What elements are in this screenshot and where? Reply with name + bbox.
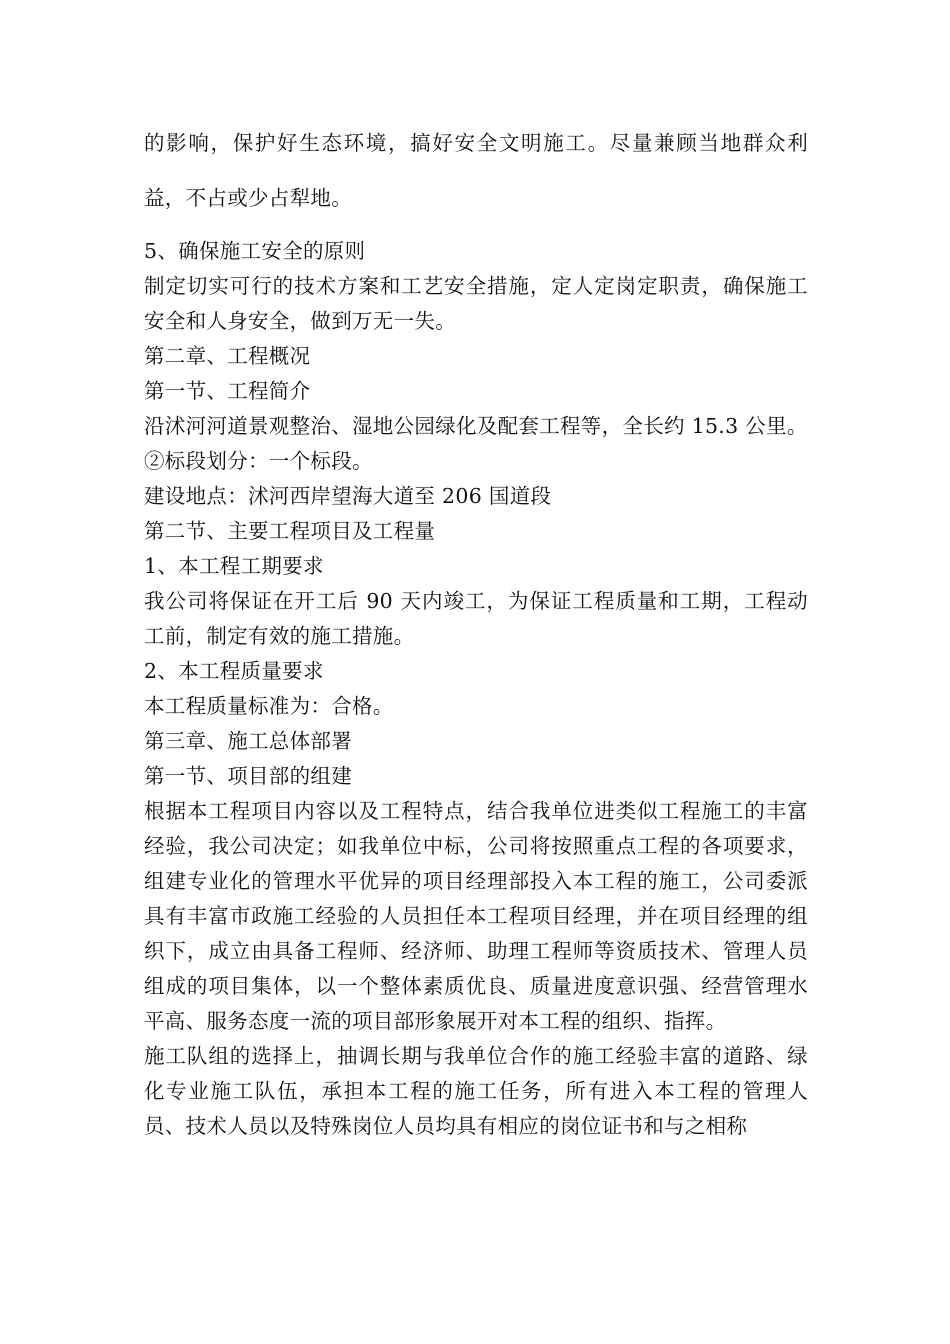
paragraph-safety-measures: 制定切实可行的技术方案和工艺安全措施，定人定岗定职责，确保施工安全和人身安全，做到万无一失。 bbox=[144, 274, 808, 333]
section-heading-project-department: 第一节、项目部的组建 bbox=[144, 764, 352, 788]
paragraph-bid-section: ②标段划分：一个标段。 bbox=[144, 449, 373, 473]
paragraph-ecology-protection: 的影响，保护好生态环境，搞好安全文明施工。尽量兼顾当地群众利益，不占或少占犁地。 bbox=[144, 131, 808, 210]
section-heading-project-intro: 第一节、工程简介 bbox=[144, 379, 311, 403]
document-body bbox=[144, 116, 808, 1144]
chapter-heading-deployment: 第三章、施工总体部署 bbox=[144, 729, 352, 753]
section-heading-main-items: 第二节、主要工程项目及工程量 bbox=[144, 519, 436, 543]
paragraph-quality-standard: 本工程质量标准为：合格。 bbox=[144, 694, 394, 718]
paragraph-project-department: 根据本工程项目内容以及工程特点，结合我单位进类似工程施工的丰富经验，我公司决定；如我单位中标，公司将按照重点工程的各项要求，组建专业化的管理水平优异的项目经理部投入本工程的施工，公司委派具有丰富市政施工经验的人员担任本工程项目经理，并在项目经理的组织下，成立由具备工程师、经济师、助理工程师等资质技术、管理人员组成的项目集体，以一个整体素质优良、质量进度意识强、经营管理水平高、服务态度一流的项目部形象展开对本工程的组织、指挥。 bbox=[144, 799, 808, 1033]
heading-schedule-requirement: 1、本工程工期要求 bbox=[144, 554, 324, 578]
paragraph-schedule-commitment: 我公司将保证在开工后 90 天内竣工，为保证工程质量和工期，工程动工前，制定有效的施工措施。 bbox=[144, 589, 808, 648]
heading-safety-principle: 5、确保施工安全的原则 bbox=[144, 239, 366, 263]
paragraph-team-selection: 施工队组的选择上，抽调长期与我单位合作的施工经验丰富的道路、绿化专业施工队伍，承担本工程的施工任务，所有进入本工程的管理人员、技术人员以及特殊岗位人员均具有相应的岗位证书和与之相称 bbox=[144, 1044, 808, 1138]
heading-quality-requirement: 2、本工程质量要求 bbox=[144, 659, 324, 683]
paragraph-construction-site: 建设地点：沭河西岸望海大道至 206 国道段 bbox=[144, 484, 552, 508]
chapter-heading-project-overview: 第二章、工程概况 bbox=[144, 344, 311, 368]
paragraph-project-scope: 沿沭河河道景观整治、湿地公园绿化及配套工程等，全长约 15.3 公里。 bbox=[144, 414, 808, 438]
